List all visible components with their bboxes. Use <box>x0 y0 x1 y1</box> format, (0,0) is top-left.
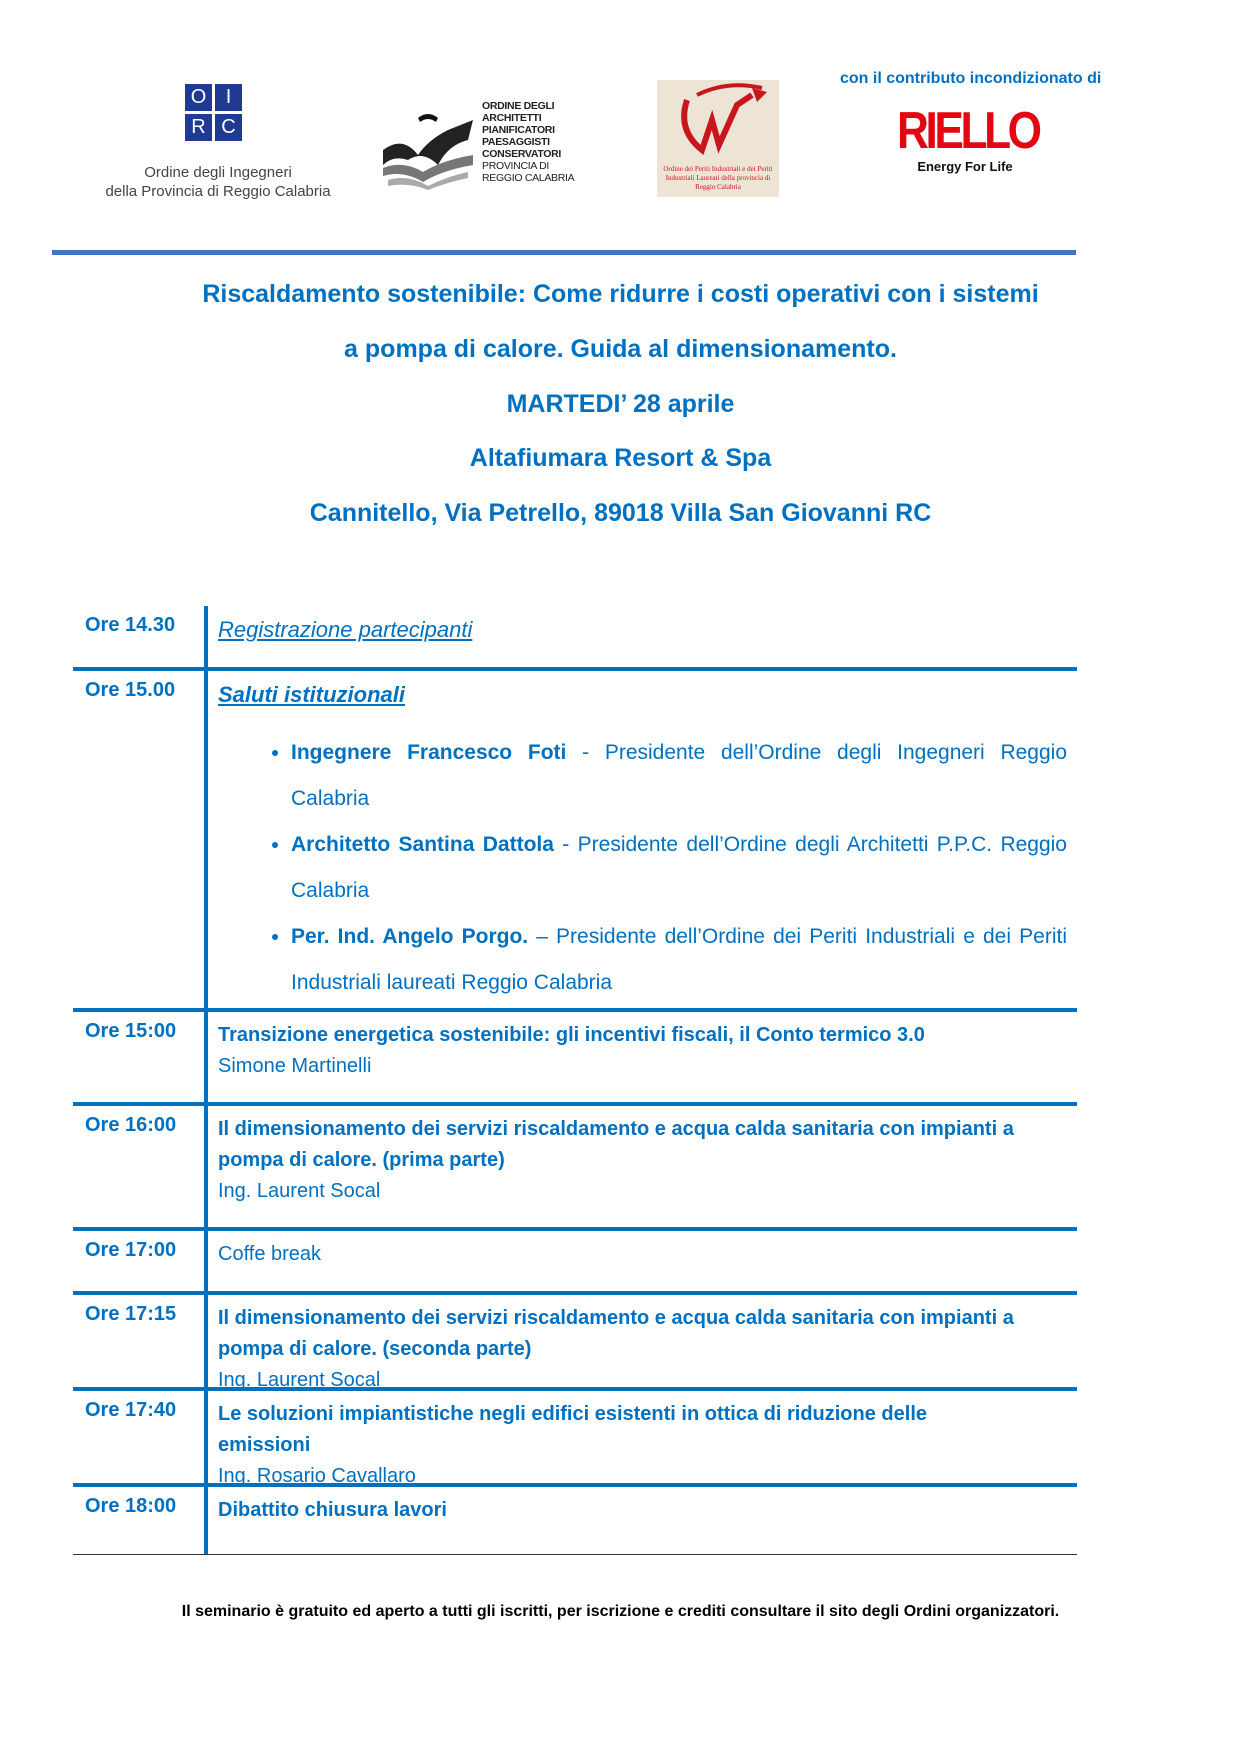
separator: - <box>553 833 578 856</box>
logo-ordine-architetti <box>378 100 578 190</box>
riello-wordmark: RIELLO <box>897 102 1039 160</box>
logo-line: PIANIFICATORI <box>482 124 555 136</box>
speaker-name: Per. Ind. Angelo Porgo. <box>291 925 529 948</box>
program-title: Il dimensionamento dei servizi riscaldamento e acqua calda sanitaria con impianti a pompa di calore. (seconda parte) <box>218 1307 1014 1360</box>
separator: – <box>528 925 557 948</box>
table-divider <box>204 606 208 1554</box>
program-time: Ore 15.00 <box>85 679 176 701</box>
header-rule <box>52 250 1076 255</box>
program-title: Registrazione partecipanti <box>218 617 473 642</box>
speaker-role: Presidente dell’Ordine dei Periti Industriali e dei Periti Industriali laureati Reggio Calabria <box>291 925 1067 994</box>
logo-letter: O <box>185 84 212 111</box>
program-row <box>73 1391 1077 1487</box>
event-title-line-1: Riscaldamento sostenibile: Come ridurre i costi operativi con i sistemi <box>202 280 1039 308</box>
program-speaker: Simone Martinelli <box>218 1055 372 1077</box>
footer-note: Il seminario è gratuito ed aperto a tutti gli iscritti, per iscrizione e crediti consultare il sito degli Ordini organizzatori. <box>181 1603 1060 1620</box>
speaker-name: Ingegnere Francesco Foti <box>291 741 567 764</box>
speaker-role: Presidente dell’Ordine degli Ingegneri Reggio Calabria <box>291 741 1067 810</box>
program-title: Il dimensionamento dei servizi riscaldamento e acqua calda sanitaria con impianti a pompa di calore. (prima parte) <box>218 1118 1014 1171</box>
program-title: Le soluzioni impiantistiche negli edifici esistenti in ottica di riduzione delle emissioni <box>218 1403 927 1456</box>
logo-letter: R <box>185 114 212 141</box>
program-row <box>73 1295 1077 1391</box>
logo-ordine-ingegneri <box>78 84 358 201</box>
program-time: Ore 14.30 <box>85 614 176 636</box>
program-title: Saluti istituzionali <box>218 682 406 707</box>
program-speaker: Ing. Rosario Cavallaro <box>218 1465 416 1487</box>
speaker-role: Presidente dell’Ordine degli Architetti P.P.C. Reggio Calabria <box>291 833 1067 902</box>
logo-line: REGGIO CALABRIA <box>482 172 575 184</box>
program-time: Ore 17:15 <box>85 1303 177 1325</box>
event-address: Cannitello, Via Petrello, 89018 Villa San Giovanni RC <box>309 499 932 527</box>
logo-letter: I <box>215 84 242 111</box>
architetti-emblem-icon <box>378 110 478 190</box>
program-title: Dibattito chiusura lavori <box>218 1499 447 1521</box>
logo-line: CONSERVATORI <box>482 148 562 160</box>
program-time: Ore 17:40 <box>85 1399 177 1421</box>
logo-riello <box>885 102 1045 174</box>
speaker-item <box>291 914 1067 1006</box>
speaker-item <box>291 822 1067 914</box>
logo-ordine-periti <box>657 80 779 197</box>
program-row <box>73 671 1077 1012</box>
program-time: Ore 18:00 <box>85 1495 177 1517</box>
logo-line: ARCHITETTI <box>482 112 542 124</box>
program-time: Ore 16:00 <box>85 1114 177 1136</box>
logo-line: PAESAGGISTI <box>482 136 550 148</box>
program-row <box>73 606 1077 671</box>
separator: - <box>566 741 605 764</box>
speaker-name: Architetto Santina Dattola <box>291 833 554 856</box>
riello-tagline: Energy For Life <box>917 159 1013 174</box>
event-title-line-2: a pompa di calore. Guida al dimensionamento. <box>344 335 897 363</box>
logo-line: PROVINCIA DI <box>482 160 549 172</box>
sponsor-intro: con il contributo incondizionato di <box>840 70 1102 87</box>
event-date: MARTEDI’ 28 aprile <box>506 390 735 418</box>
logo-line: ORDINE DEGLI <box>482 100 555 112</box>
logo-caption: Ordine degli Ingegneri <box>144 164 292 181</box>
program-row <box>73 1012 1077 1106</box>
logo-letter: C <box>215 114 242 141</box>
program-row <box>73 1231 1077 1295</box>
program-title: Coffe break <box>218 1243 322 1265</box>
program-speaker: Ing. Laurent Socal <box>218 1180 381 1202</box>
logo-caption: Ordine dei Periti Industriali e dei Periti Industriali Laureati della provincia di Reggio Calabria <box>663 165 773 191</box>
speaker-item <box>291 730 1067 822</box>
program-title: Transizione energetica sostenibile: gli incentivi fiscali, il Conto termico 3.0 <box>218 1024 925 1046</box>
logo-caption: della Provincia di Reggio Calabria <box>105 183 331 200</box>
program-time: Ore 17:00 <box>85 1239 177 1261</box>
program-row <box>73 1106 1077 1231</box>
program-row <box>73 1487 1077 1555</box>
event-venue: Altafiumara Resort & Spa <box>469 444 772 472</box>
oirc-logo-icon <box>185 84 358 141</box>
speaker-list <box>218 730 1067 1006</box>
program-time: Ore 15:00 <box>85 1020 177 1042</box>
periti-emblem-icon <box>657 80 779 160</box>
program-speaker: Ing. Laurent Socal <box>218 1369 381 1391</box>
